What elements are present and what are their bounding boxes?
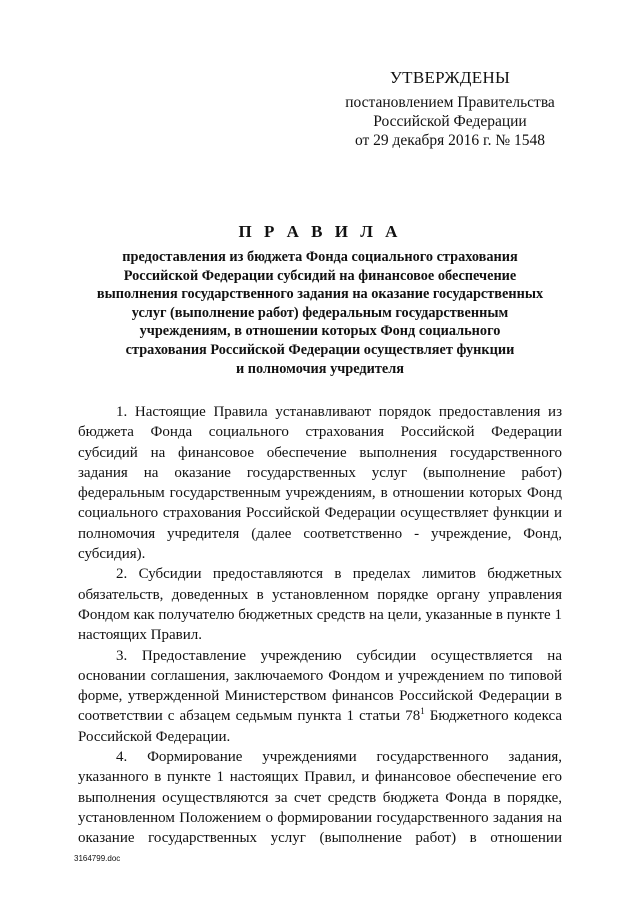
text-line: обязательств, доведенных в установленном порядке органу управления xyxy=(78,586,562,603)
text-line: федеральным государственным учреждениям, в отношении которых Фонд xyxy=(78,485,562,502)
subtitle-line: Российской Федерации субсидий на финансовое обеспечение xyxy=(123,267,517,284)
text-line: настоящих Правил. xyxy=(78,627,202,644)
subtitle-line: предоставления из бюджета Фонда социального страхования xyxy=(122,249,518,265)
approval-line: Российской Федерации xyxy=(373,113,527,130)
line-tail: Бюджетного кодекса xyxy=(424,708,562,725)
approval-heading: УТВЕРЖДЕНЫ xyxy=(389,68,511,87)
text-line: основании соглашения, заключаемого Фондом и учреждением по типовой xyxy=(78,667,562,684)
text-line: полномочия учредителя (далее соответственно - учреждение, Фонд, xyxy=(78,525,562,542)
paragraph-2 xyxy=(78,564,562,645)
approval-block xyxy=(330,68,570,150)
subtitle-line: учреждениям, в отношении которых Фонд социального xyxy=(139,323,501,340)
approval-line: от 29 декабря 2016 г. № 1548 xyxy=(354,132,546,149)
text-line: 2. Субсидии предоставляются в пределах лимитов бюджетных xyxy=(116,566,562,583)
text-line: 4. Формирование учреждениями государственного задания, xyxy=(116,749,562,766)
text-line: субсидий на финансовое обеспечение выполнения государственного xyxy=(78,444,562,461)
document-subtitle xyxy=(78,248,562,378)
text-line: социального страхования Российской Федерации осуществляет функции и xyxy=(78,505,562,522)
text-line: бюджета Фонда социального страхования Российской Федерации xyxy=(78,424,562,441)
approval-line: постановлением Правительства xyxy=(345,94,555,111)
text-line xyxy=(78,706,562,726)
text-line: оказание государственных услуг (выполнение работ) в отношении xyxy=(78,830,562,847)
file-name-footer: 3164799.doc xyxy=(74,854,121,863)
subtitle-line: и полномочия учредителя xyxy=(236,360,404,377)
document-title: П Р А В И Л А xyxy=(238,222,402,241)
text-line: установленном Положением о формировании государственного задания на xyxy=(78,809,562,826)
subtitle-line: услуг (выполнение работ) федеральным государственным xyxy=(131,304,509,321)
text-line: 1. Настоящие Правила устанавливают порядок предоставления из xyxy=(116,404,562,420)
text-line: Фондом как получателю бюджетных средств на цели, указанные в пункте 1 xyxy=(78,606,562,623)
text-line: 3. Предоставление учреждению субсидии осуществляется на xyxy=(116,647,562,664)
text-line: субсидия). xyxy=(78,546,146,563)
subtitle-line: страхования Российской Федерации осуществляет функции xyxy=(125,341,515,358)
text-line: форме, утвержденной Министерством финансов Российской Федерации в xyxy=(78,688,562,705)
text-line: указанного в пункте 1 настоящих Правил, и финансовое обеспечение его xyxy=(78,769,562,786)
line-text: соответствии с абзацем седьмым пункта 1 статьи 78 xyxy=(78,708,421,725)
text-line: выполнения осуществляются за счет средств бюджета Фонда в порядке, xyxy=(78,789,562,806)
paragraph-1 xyxy=(78,402,562,564)
paragraph-3 xyxy=(78,646,562,747)
footnote-mark: 1 xyxy=(420,706,425,717)
document-body xyxy=(78,402,562,849)
paragraph-4 xyxy=(78,747,562,848)
subtitle-line: выполнения государственного задания на оказание государственных xyxy=(96,286,544,303)
text-line: Российской Федерации. xyxy=(78,728,231,745)
text-line: задания на оказание государственных услуг (выполнение работ) xyxy=(78,464,562,481)
